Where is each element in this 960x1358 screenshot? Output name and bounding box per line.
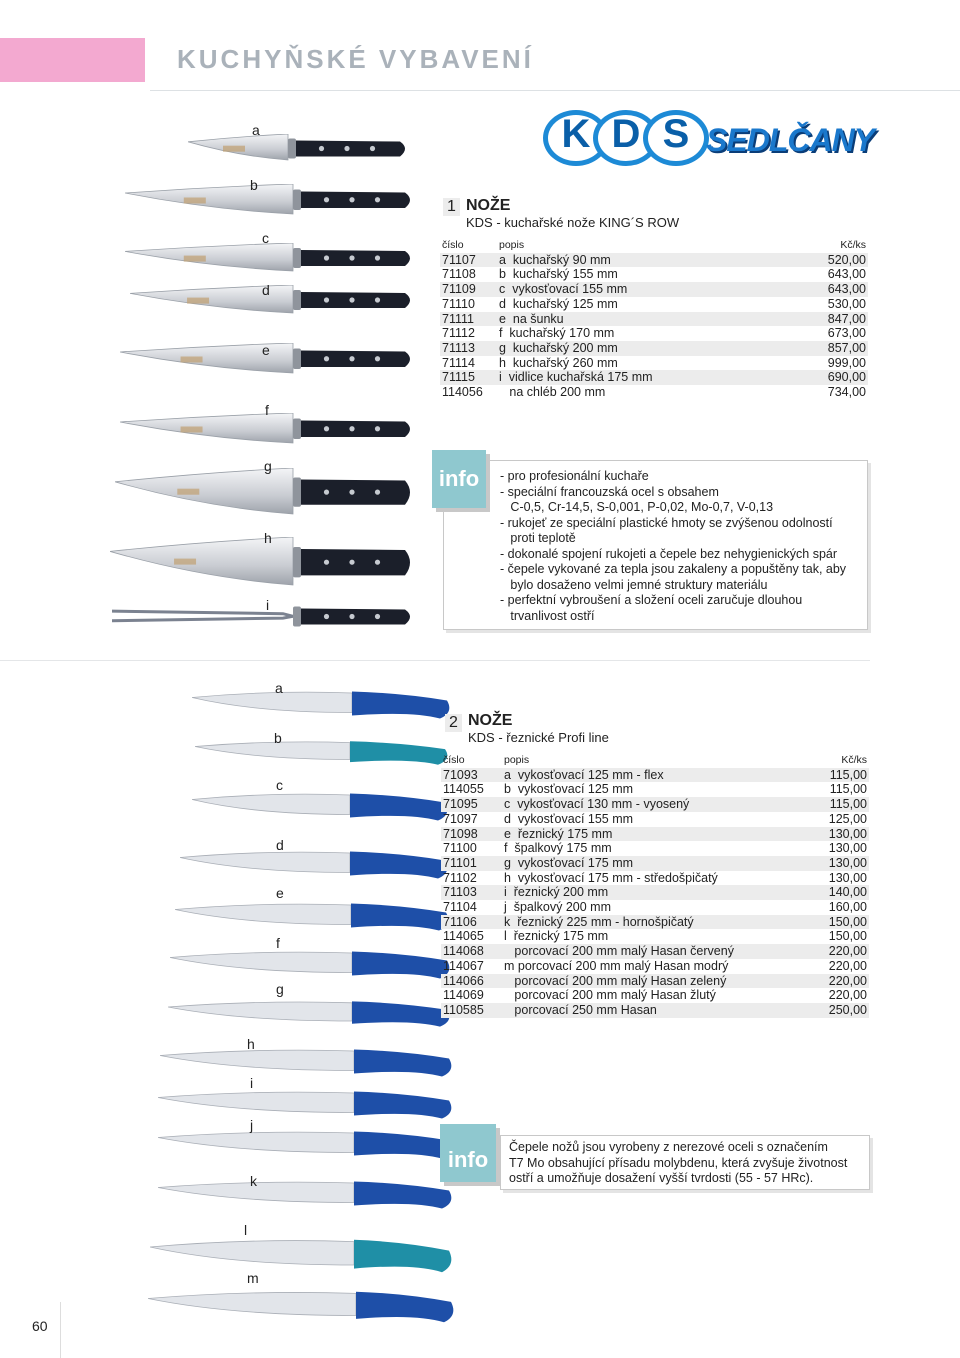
product-code: 71106 (441, 915, 502, 930)
table-row (441, 959, 869, 974)
section2-title: NOŽE (468, 712, 513, 729)
product-desc: g vykosťovací 175 mm (502, 856, 803, 871)
table-row (440, 341, 868, 356)
product-desc: b kuchařský 155 mm (499, 267, 618, 282)
info-text-line: proti teplotě (500, 531, 576, 545)
butcher-knife-image (192, 792, 452, 832)
product-code: 71115 (440, 370, 497, 385)
product-code: 71098 (441, 827, 502, 842)
butcher-knife-image (148, 1290, 458, 1334)
product-desc: m porcovací 200 mm malý Hasan modrý (504, 958, 729, 973)
table-row (441, 974, 869, 989)
knife-label: f (276, 935, 280, 951)
table-row (440, 370, 868, 385)
product-code: 71095 (441, 797, 502, 812)
section1-col-code-header: číslo (442, 239, 464, 251)
table-row (441, 915, 869, 930)
section2-col-price-header: Kč/ks (841, 754, 867, 766)
table-row (441, 782, 869, 797)
butcher-knife-image (158, 1130, 456, 1170)
product-desc: g kuchařský 200 mm (497, 341, 798, 356)
product-desc: f kuchařský 170 mm (499, 326, 615, 341)
product-price: 130,00 (828, 870, 867, 885)
logo-letter-s: S (662, 112, 690, 156)
knife-label: c (262, 230, 269, 246)
info-text-line: C-0,5, Cr-14,5, S-0,001, P-0,02, Mo-0,7, V-0,13 (500, 500, 774, 514)
product-price: 847,00 (798, 312, 868, 327)
knife-label: d (276, 837, 284, 853)
product-code: 71109 (440, 282, 497, 297)
info-text-line: Čepele nožů jsou vyrobeny z nerezové oceli s označením (509, 1140, 828, 1154)
table-row (440, 326, 868, 341)
product-desc: a vykosťovací 125 mm - flex (502, 768, 803, 783)
table-row (440, 312, 868, 327)
knife-label: i (266, 597, 270, 613)
product-code: 71113 (440, 341, 497, 356)
knife-label: c (276, 777, 283, 793)
header-color-tab (0, 38, 145, 82)
info-text-line: - perfektní vybroušení a složení oceli zaručuje dlouhou (500, 593, 803, 607)
product-code: 71100 (443, 841, 477, 856)
knife-label: l (244, 1222, 248, 1238)
product-desc: i vidlice kuchařská 175 mm (497, 370, 798, 385)
table-row (441, 768, 869, 783)
product-desc: d vykosťovací 155 mm (504, 811, 634, 826)
product-price: 220,00 (828, 988, 867, 1003)
chef-knife-image (125, 243, 418, 279)
knife-label: d (262, 282, 270, 298)
info-badge-1: info (432, 450, 486, 508)
section2-header-row (441, 753, 869, 768)
butcher-knife-image (175, 902, 453, 942)
product-code: 110585 (441, 1003, 502, 1018)
product-price: 130,00 (828, 841, 867, 856)
product-price: 220,00 (803, 944, 869, 959)
section1-subtitle: KDS - kuchařské nože KING´S ROW (466, 215, 680, 230)
product-price: 673,00 (827, 326, 866, 341)
knife-label: h (264, 530, 272, 546)
product-code: 114067 (443, 958, 484, 973)
table-row (441, 812, 869, 827)
product-price: 140,00 (803, 885, 869, 900)
table-row (441, 827, 869, 842)
info-text-line: bylo dosaženo velmi jemné struktury materiálu (500, 577, 768, 592)
butcher-knife-image (150, 1238, 456, 1284)
product-price: 150,00 (828, 929, 867, 944)
product-desc: d kuchařský 125 mm (499, 296, 618, 311)
product-code: 71093 (441, 768, 502, 783)
table-row (440, 282, 868, 297)
section2-number: 2 (445, 714, 462, 732)
section1-header-row (440, 238, 868, 253)
product-code: 114069 (443, 988, 484, 1003)
product-code: 71111 (440, 312, 497, 327)
info-text-line: - čepele vykované za tepla jsou zakaleny a popuštěny tak, aby (500, 562, 847, 576)
product-desc: a kuchařský 90 mm (497, 253, 798, 268)
product-code: 71114 (442, 355, 475, 370)
product-desc: e na šunku (497, 312, 798, 327)
footer-divider (60, 1302, 61, 1358)
page-number: 60 (32, 1318, 48, 1334)
product-desc: c vykosťovací 155 mm (497, 282, 798, 297)
product-code: 71097 (443, 811, 478, 826)
table-row (441, 841, 869, 856)
section2-col-desc-header: popis (504, 754, 530, 766)
chef-knife-image (120, 413, 418, 451)
info-text-line: - pro profesionální kuchaře (500, 469, 649, 483)
product-price: 130,00 (803, 856, 869, 871)
product-price: 220,00 (803, 974, 869, 989)
product-code: 71104 (443, 900, 477, 915)
product-code: 71101 (441, 856, 502, 871)
knife-label: j (250, 1117, 254, 1133)
product-price: 530,00 (827, 296, 866, 311)
table-row (441, 929, 869, 944)
butcher-knife-image (170, 950, 454, 990)
butcher-knife-image (168, 1000, 454, 1038)
section2-subtitle: KDS - řeznické Profi line (468, 730, 609, 745)
knife-label: k (250, 1173, 257, 1189)
knife-label: h (247, 1036, 255, 1052)
section1-number: 1 (443, 198, 460, 216)
info-text-line: - rukojeť ze speciální plastické hmoty se zvýšenou odolností (500, 515, 833, 530)
product-price: 115,00 (803, 797, 869, 812)
product-price: 250,00 (803, 1003, 869, 1018)
butcher-knife-image (192, 690, 454, 730)
product-desc: porcovací 200 mm malý Hasan žlutý (504, 988, 716, 1003)
product-desc: i řeznický 200 mm (502, 885, 803, 900)
table-row (441, 900, 869, 915)
section1-col-desc-header: popis (499, 239, 525, 251)
section1-col-price-header: Kč/ks (840, 239, 866, 251)
chef-knife-image (130, 285, 418, 321)
knife-label: g (276, 981, 284, 997)
product-code: 114068 (441, 944, 502, 959)
butcher-knife-image (195, 740, 452, 776)
butcher-knife-image (180, 850, 452, 890)
product-desc: porcovací 250 mm Hasan (502, 1003, 803, 1018)
product-price: 643,00 (798, 282, 868, 297)
product-code: 114056 (442, 385, 483, 400)
butcher-knife-image (158, 1090, 456, 1130)
header-divider (150, 90, 960, 91)
table-row (440, 297, 868, 312)
product-desc: porcovací 200 mm malý Hasan červený (502, 944, 803, 959)
product-code: 71102 (443, 870, 477, 885)
knife-label: m (247, 1270, 259, 1286)
product-price: 115,00 (803, 768, 869, 783)
product-price: 999,00 (827, 355, 866, 370)
product-price: 734,00 (827, 385, 866, 400)
product-price: 690,00 (798, 370, 868, 385)
table-row (441, 885, 869, 900)
product-price: 643,00 (827, 267, 866, 282)
product-desc: f špalkový 175 mm (504, 841, 612, 856)
knife-label: i (250, 1075, 254, 1091)
info-text-line: trvanlivost ostří (500, 608, 595, 623)
section-divider (0, 660, 870, 661)
table-row (441, 856, 869, 871)
product-desc: porcovací 200 mm malý Hasan zelený (502, 974, 803, 989)
chef-knife-image (115, 468, 418, 522)
product-price: 150,00 (803, 915, 869, 930)
logo-letter-k: K (561, 112, 591, 156)
knife-label: e (276, 885, 284, 901)
product-code: 71110 (442, 296, 475, 311)
product-price: 130,00 (803, 827, 869, 842)
carving-fork-image (112, 602, 418, 636)
knife-label: g (264, 458, 272, 474)
product-desc: c vykosťovací 130 mm - vyosený (502, 797, 803, 812)
product-desc: e řeznický 175 mm (502, 827, 803, 842)
product-price: 220,00 (828, 958, 867, 973)
product-code: 71112 (442, 326, 475, 341)
knife-label: a (275, 680, 283, 696)
product-desc: b vykosťovací 125 mm (504, 782, 634, 797)
product-code: 114065 (443, 929, 484, 944)
product-price: 125,00 (828, 811, 867, 826)
section1-price-table (440, 238, 868, 400)
table-row (440, 267, 868, 282)
kds-logo (543, 108, 888, 172)
table-row (440, 356, 868, 371)
logo-wordmark: SEDLČANY (706, 122, 875, 158)
table-row (440, 385, 868, 400)
info-text-line: T7 Mo obsahující přísadu molybdenu, která zvyšuje životnost (509, 1155, 848, 1170)
product-price: 160,00 (828, 900, 867, 915)
info-text-line: - speciální francouzská ocel s obsahem (500, 484, 719, 499)
logo-letter-d: D (611, 112, 641, 156)
knife-label: f (265, 402, 269, 418)
product-desc: l řeznický 175 mm (504, 929, 609, 944)
section1-title: NOŽE (466, 197, 511, 214)
product-desc: j špalkový 200 mm (504, 900, 611, 915)
table-row (441, 944, 869, 959)
product-price: 857,00 (798, 341, 868, 356)
product-code: 114066 (441, 974, 502, 989)
table-row (441, 1003, 869, 1018)
knife-label: b (250, 177, 258, 193)
info-badge-2: info (440, 1124, 496, 1182)
butcher-knife-image (160, 1048, 456, 1088)
section2-price-table (441, 753, 869, 1018)
table-row (441, 871, 869, 886)
section2-col-code-header: číslo (443, 754, 465, 766)
product-desc: na chléb 200 mm (499, 385, 606, 400)
butcher-knife-image (158, 1180, 456, 1220)
product-price: 520,00 (798, 253, 868, 268)
table-row (440, 253, 868, 268)
page-title: KUCHYŇSKÉ VYBAVENÍ (177, 44, 534, 74)
knife-label: a (252, 122, 260, 138)
product-desc: h vykosťovací 175 mm - středošpičatý (504, 870, 718, 885)
info-text-line: - dokonalé spojení rukojeti a čepele bez nehygienických spár (500, 546, 838, 561)
chef-knife-image (188, 134, 413, 168)
product-code: 71108 (442, 267, 476, 282)
product-code: 71107 (440, 253, 497, 268)
product-desc: h kuchařský 260 mm (499, 355, 618, 370)
knife-label: b (274, 730, 282, 746)
table-row (441, 797, 869, 812)
info-text-line: ostří a umožňuje dosažení vyšší tvrdosti (55 - 57 HRc). (509, 1171, 814, 1185)
knife-label: e (262, 342, 270, 358)
table-row (441, 988, 869, 1003)
chef-knife-image (125, 184, 418, 222)
product-desc: k řeznický 225 mm - hornošpičatý (502, 915, 803, 930)
product-code: 114055 (443, 782, 484, 797)
product-code: 71103 (441, 885, 502, 900)
product-price: 115,00 (829, 782, 867, 797)
